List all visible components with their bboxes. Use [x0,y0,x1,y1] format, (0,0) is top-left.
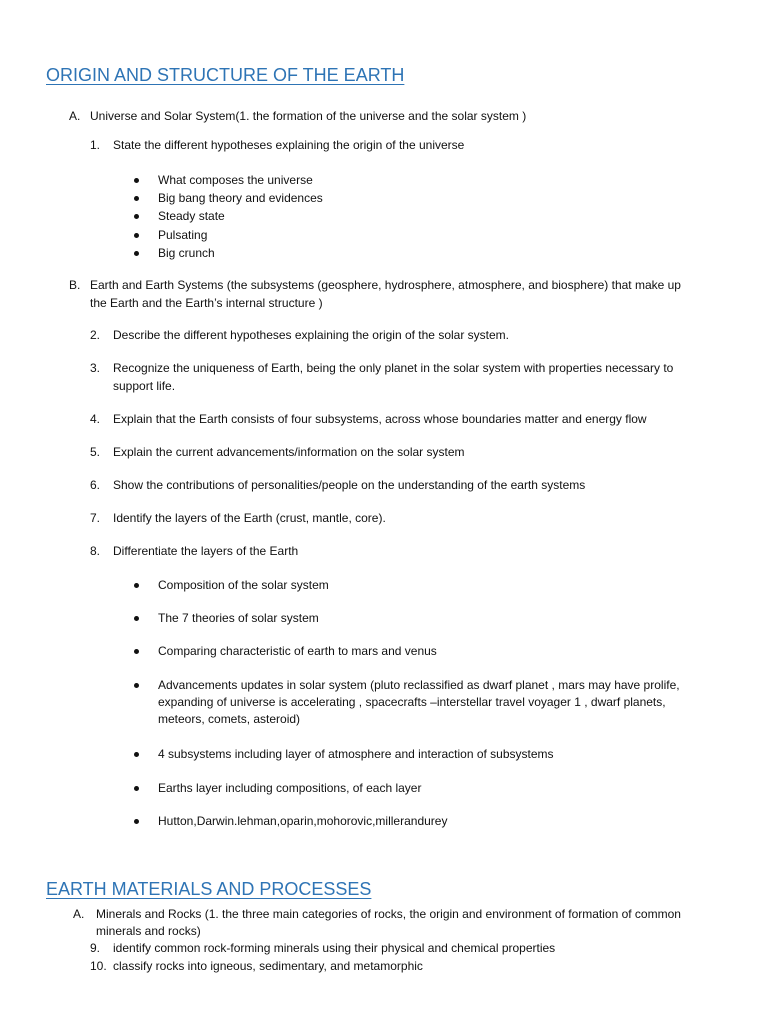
item-text: Explain that the Earth consists of four subsystems, across whose boundaries matter and energy flow [113,412,647,426]
bullet-dot [134,196,139,201]
item-text: Explain the current advancements/information on the solar system [113,445,465,459]
outline-letter: A. [69,109,81,123]
item-text: State the different hypotheses explaining the origin of the universe [113,138,465,152]
bullet-item: meteors, comets, asteroid) [158,712,301,726]
bullet-item: Big crunch [158,246,215,260]
outline-item-earth-systems-line1: Earth and Earth Systems (the subsystems (geosphere, hydrosphere, atmosphere, and biosphere) that make up [90,278,681,292]
bullet-dot [134,583,139,588]
section-heading-materials: EARTH MATERIALS AND PROCESSES [46,879,372,899]
item-text: classify rocks into igneous, sedimentary, and metamorphic [113,959,423,973]
bullet-item: Composition of the solar system [158,578,329,592]
bullet-dot [134,819,139,824]
bullet-item: Comparing characteristic of earth to mars and venus [158,644,437,658]
outline-letter: A. [73,907,85,921]
bullet-dot [134,683,139,688]
bullet-dot [134,752,139,757]
item-text: identify common rock-forming minerals using their physical and chemical properties [113,941,556,955]
bullet-dot [134,251,139,256]
bullet-dot [134,214,139,219]
bullet-dot [134,786,139,791]
bullet-dot [134,649,139,654]
item-number: 9. [90,941,101,955]
item-number: 7. [90,511,101,525]
bullet-dot [134,233,139,238]
item-number: 10. [90,959,107,973]
bullet-dot [134,178,139,183]
bullet-item: What composes the universe [158,173,313,187]
outline-item-universe: Universe and Solar System(1. the formation of the universe and the solar system ) [90,109,527,123]
item-number: 4. [90,412,101,426]
item-number: 3. [90,361,101,375]
bullet-item: The 7 theories of solar system [158,611,319,625]
item-number: 1. [90,138,101,152]
item-text: Identify the layers of the Earth (crust, mantle, core). [113,511,386,525]
bullet-item: Pulsating [158,228,208,242]
outline-item-earth-systems-line2: the Earth and the Earth’s internal structure ) [90,296,323,310]
item-text: Recognize the uniqueness of Earth, being the only planet in the solar system with properties necessary to [113,361,674,375]
bullet-item: Big bang theory and evidences [158,191,323,205]
item-text: Describe the different hypotheses explaining the origin of the solar system. [113,328,509,342]
item-number: 8. [90,544,101,558]
bullet-item: Advancements updates in solar system (pluto reclassified as dwarf planet , mars may have prolife, [158,678,680,692]
bullet-dot [134,616,139,621]
bullet-item: expanding of universe is accelerating , spacecrafts –interstellar travel voyager 1 , dwarf planets, [158,695,666,709]
item-number: 5. [90,445,101,459]
item-text: Show the contributions of personalities/people on the understanding of the earth systems [113,478,586,492]
bullet-item: 4 subsystems including layer of atmosphere and interaction of subsystems [158,747,554,761]
item-text: support life. [113,379,176,393]
section-heading-origin: ORIGIN AND STRUCTURE OF THE EARTH [46,65,405,85]
bullet-item: Earths layer including compositions, of each layer [158,781,422,795]
item-text: Differentiate the layers of the Earth [113,544,299,558]
item-number: 2. [90,328,101,342]
bullet-item: Hutton,Darwin.lehman,oparin,mohorovic,millerandurey [158,814,448,828]
outline-letter: B. [69,278,81,292]
outline-item-minerals-line1: Minerals and Rocks (1. the three main categories of rocks, the origin and environment of formation of common [96,907,681,921]
item-number: 6. [90,478,101,492]
outline-item-minerals-line2: minerals and rocks) [96,924,201,938]
bullet-item: Steady state [158,209,225,223]
